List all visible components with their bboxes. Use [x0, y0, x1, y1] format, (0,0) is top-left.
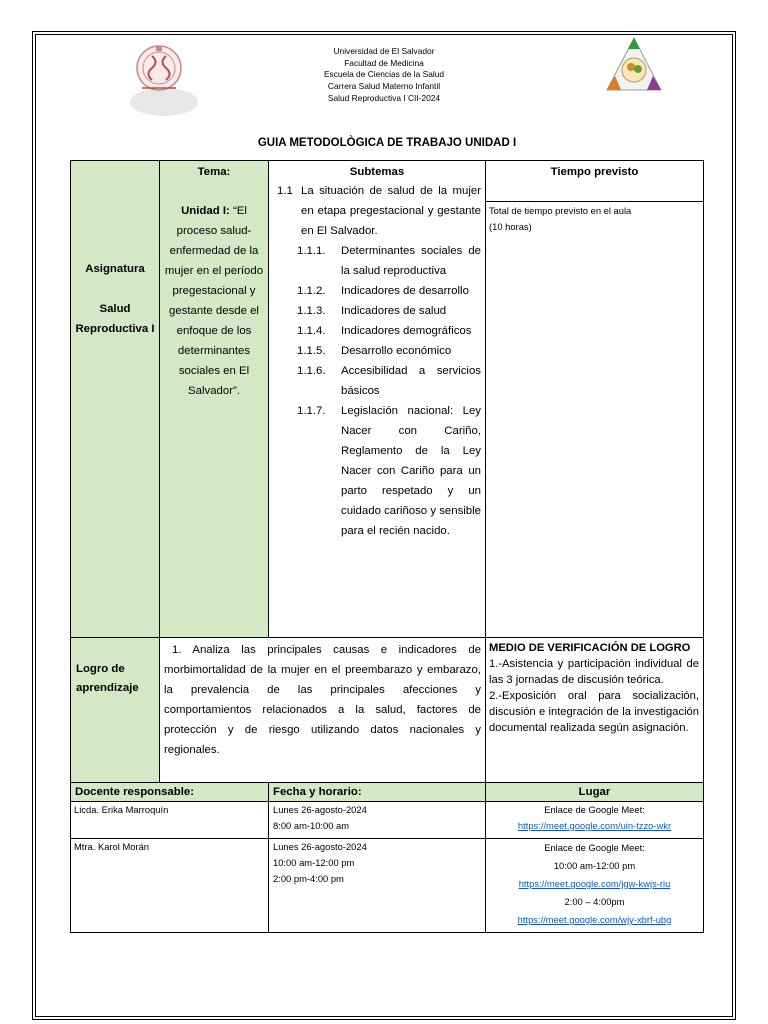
docente-header-cell: [70, 782, 269, 802]
tiempo-header-cell: [485, 160, 704, 202]
docente-header: Docente responsable:: [75, 786, 195, 798]
institution-header: [100, 46, 668, 105]
lugar-cell: [485, 838, 704, 933]
meet-link[interactable]: https://meet.google.com/jgw-kwjs-riu: [518, 878, 671, 889]
fecha-header: Fecha y horario:: [273, 786, 362, 798]
subtema-item: 1.1.3. Indicadores de salud: [297, 305, 447, 317]
fecha-line: 2:00 pm-4:00 pm: [273, 873, 344, 884]
methodology-table: [70, 160, 704, 933]
logro-text-cell: [159, 637, 486, 783]
medio-header: MEDIO DE VERIFICACIÓN DE LOGRO: [489, 642, 691, 654]
tiempo-total: Total de tiempo previsto en el aula: [489, 205, 632, 216]
meet-link[interactable]: https://meet.google.com/uin-tzzo-wkr: [517, 820, 672, 831]
asignatura-label: Asignatura: [85, 263, 145, 275]
subtema-main: [269, 181, 485, 241]
tema-header: Tema:: [197, 166, 231, 178]
tiempo-header: Tiempo previsto: [550, 166, 639, 178]
fecha-header-cell: [268, 782, 486, 802]
tema-unit: Unidad I:: [181, 205, 230, 217]
medio-item: 2.-Exposición oral para socialización, discusión e integración de la investigación documental realizada según asignación.: [489, 690, 699, 734]
subtema-item: 1.1.2. Indicadores de desarrollo: [297, 285, 469, 297]
header-line: Facultad de Medicina: [344, 57, 424, 68]
document-title: GUIA METODOLÒGICA DE TRABAJO UNIDAD I: [257, 137, 517, 149]
subtema-item: 1.1.6. Accesibilidad a servicios básicos: [297, 365, 481, 397]
subtema-item: 1.1.1. Determinantes sociales de la salud reproductiva: [297, 245, 481, 277]
docente-name: Mtra. Karol Morán: [74, 841, 150, 852]
lugar-line: Enlace de Google Meet:: [544, 804, 645, 815]
fecha-line: 10:00 am-12:00 pm: [273, 857, 355, 868]
asignatura-value: Salud Reproductiva I: [75, 303, 155, 335]
fecha-line: Lunes 26-agosto-2024: [273, 804, 367, 815]
docente-name: Licda. Erika Marroquín: [74, 804, 169, 815]
subtemas-cell: [268, 160, 486, 638]
lugar-cell: [485, 801, 704, 839]
header-line: Salud Reproductiva I CII-2024: [327, 92, 441, 103]
tiempo-horas: (10 horas): [489, 221, 532, 232]
meet-link[interactable]: https://meet.google.com/wjy-xbrf-ubg: [517, 914, 672, 925]
lugar-line: Enlace de Google Meet:: [544, 842, 645, 853]
asignatura-cell: [70, 160, 160, 638]
lugar-header-cell: [485, 782, 704, 802]
lugar-line: 2:00 – 4:00pm: [564, 896, 625, 907]
tema-cell: [159, 160, 269, 638]
lugar-line: 10:00 am-12:00 pm: [553, 860, 636, 871]
logro-label: Logro de aprendizaje: [76, 663, 139, 694]
medio-item: 1.-Asistencia y participación individual de las 3 jornadas de discusión teórica.: [489, 658, 699, 686]
logro-text: 1. Analiza las principales causas e indicadores de morbimortalidad de la mujer en el preembarazo y embarazo, la prevalencia de las principales afecciones y comportamientos relacionados a la salud, factores de protección y de riesgo utilizando datos nacionales y regionales.: [164, 644, 481, 756]
header-line: Universidad de El Salvador: [333, 46, 435, 56]
header-line: Escuela de Ciencias de la Salud: [323, 69, 445, 80]
medio-verificacion-cell: [485, 637, 704, 783]
fecha-cell: [268, 838, 486, 933]
fecha-line: 8:00 am-10:00 am: [273, 820, 350, 831]
subtema-item: 1.1.4. Indicadores demográficos: [297, 325, 472, 337]
fecha-cell: [268, 801, 486, 839]
tema-text: “El proceso salud-enfermedad de la mujer en el período pregestacional y gestante desde el enfoque de los determinantes sociales en El Salvador”.: [164, 205, 264, 397]
fecha-line: Lunes 26-agosto-2024: [273, 841, 367, 852]
tiempo-body-cell: [485, 201, 704, 638]
subtema-item: 1.1.5. Desarrollo económico: [297, 345, 452, 357]
lugar-header: Lugar: [578, 786, 611, 798]
subtemas-header: Subtemas: [349, 166, 405, 178]
subtema-item: 1.1.7. Legislación nacional: Ley Nacer con Cariño, Reglamento de la Ley Nacer con Cariño para un parto respetado y un cuidado cariñoso y sensible para el recién nacido.: [297, 405, 481, 537]
header-line: Carrera Salud Materno Infantil: [327, 81, 441, 92]
subtema-main-text: La situación de salud de la mujer en etapa pregestacional y gestante en El Salvador.: [301, 185, 481, 237]
logro-label-cell: [70, 637, 160, 783]
docente-cell: [70, 801, 269, 839]
docente-cell: [70, 838, 269, 933]
subtema-main-num: 1.1: [277, 185, 293, 197]
